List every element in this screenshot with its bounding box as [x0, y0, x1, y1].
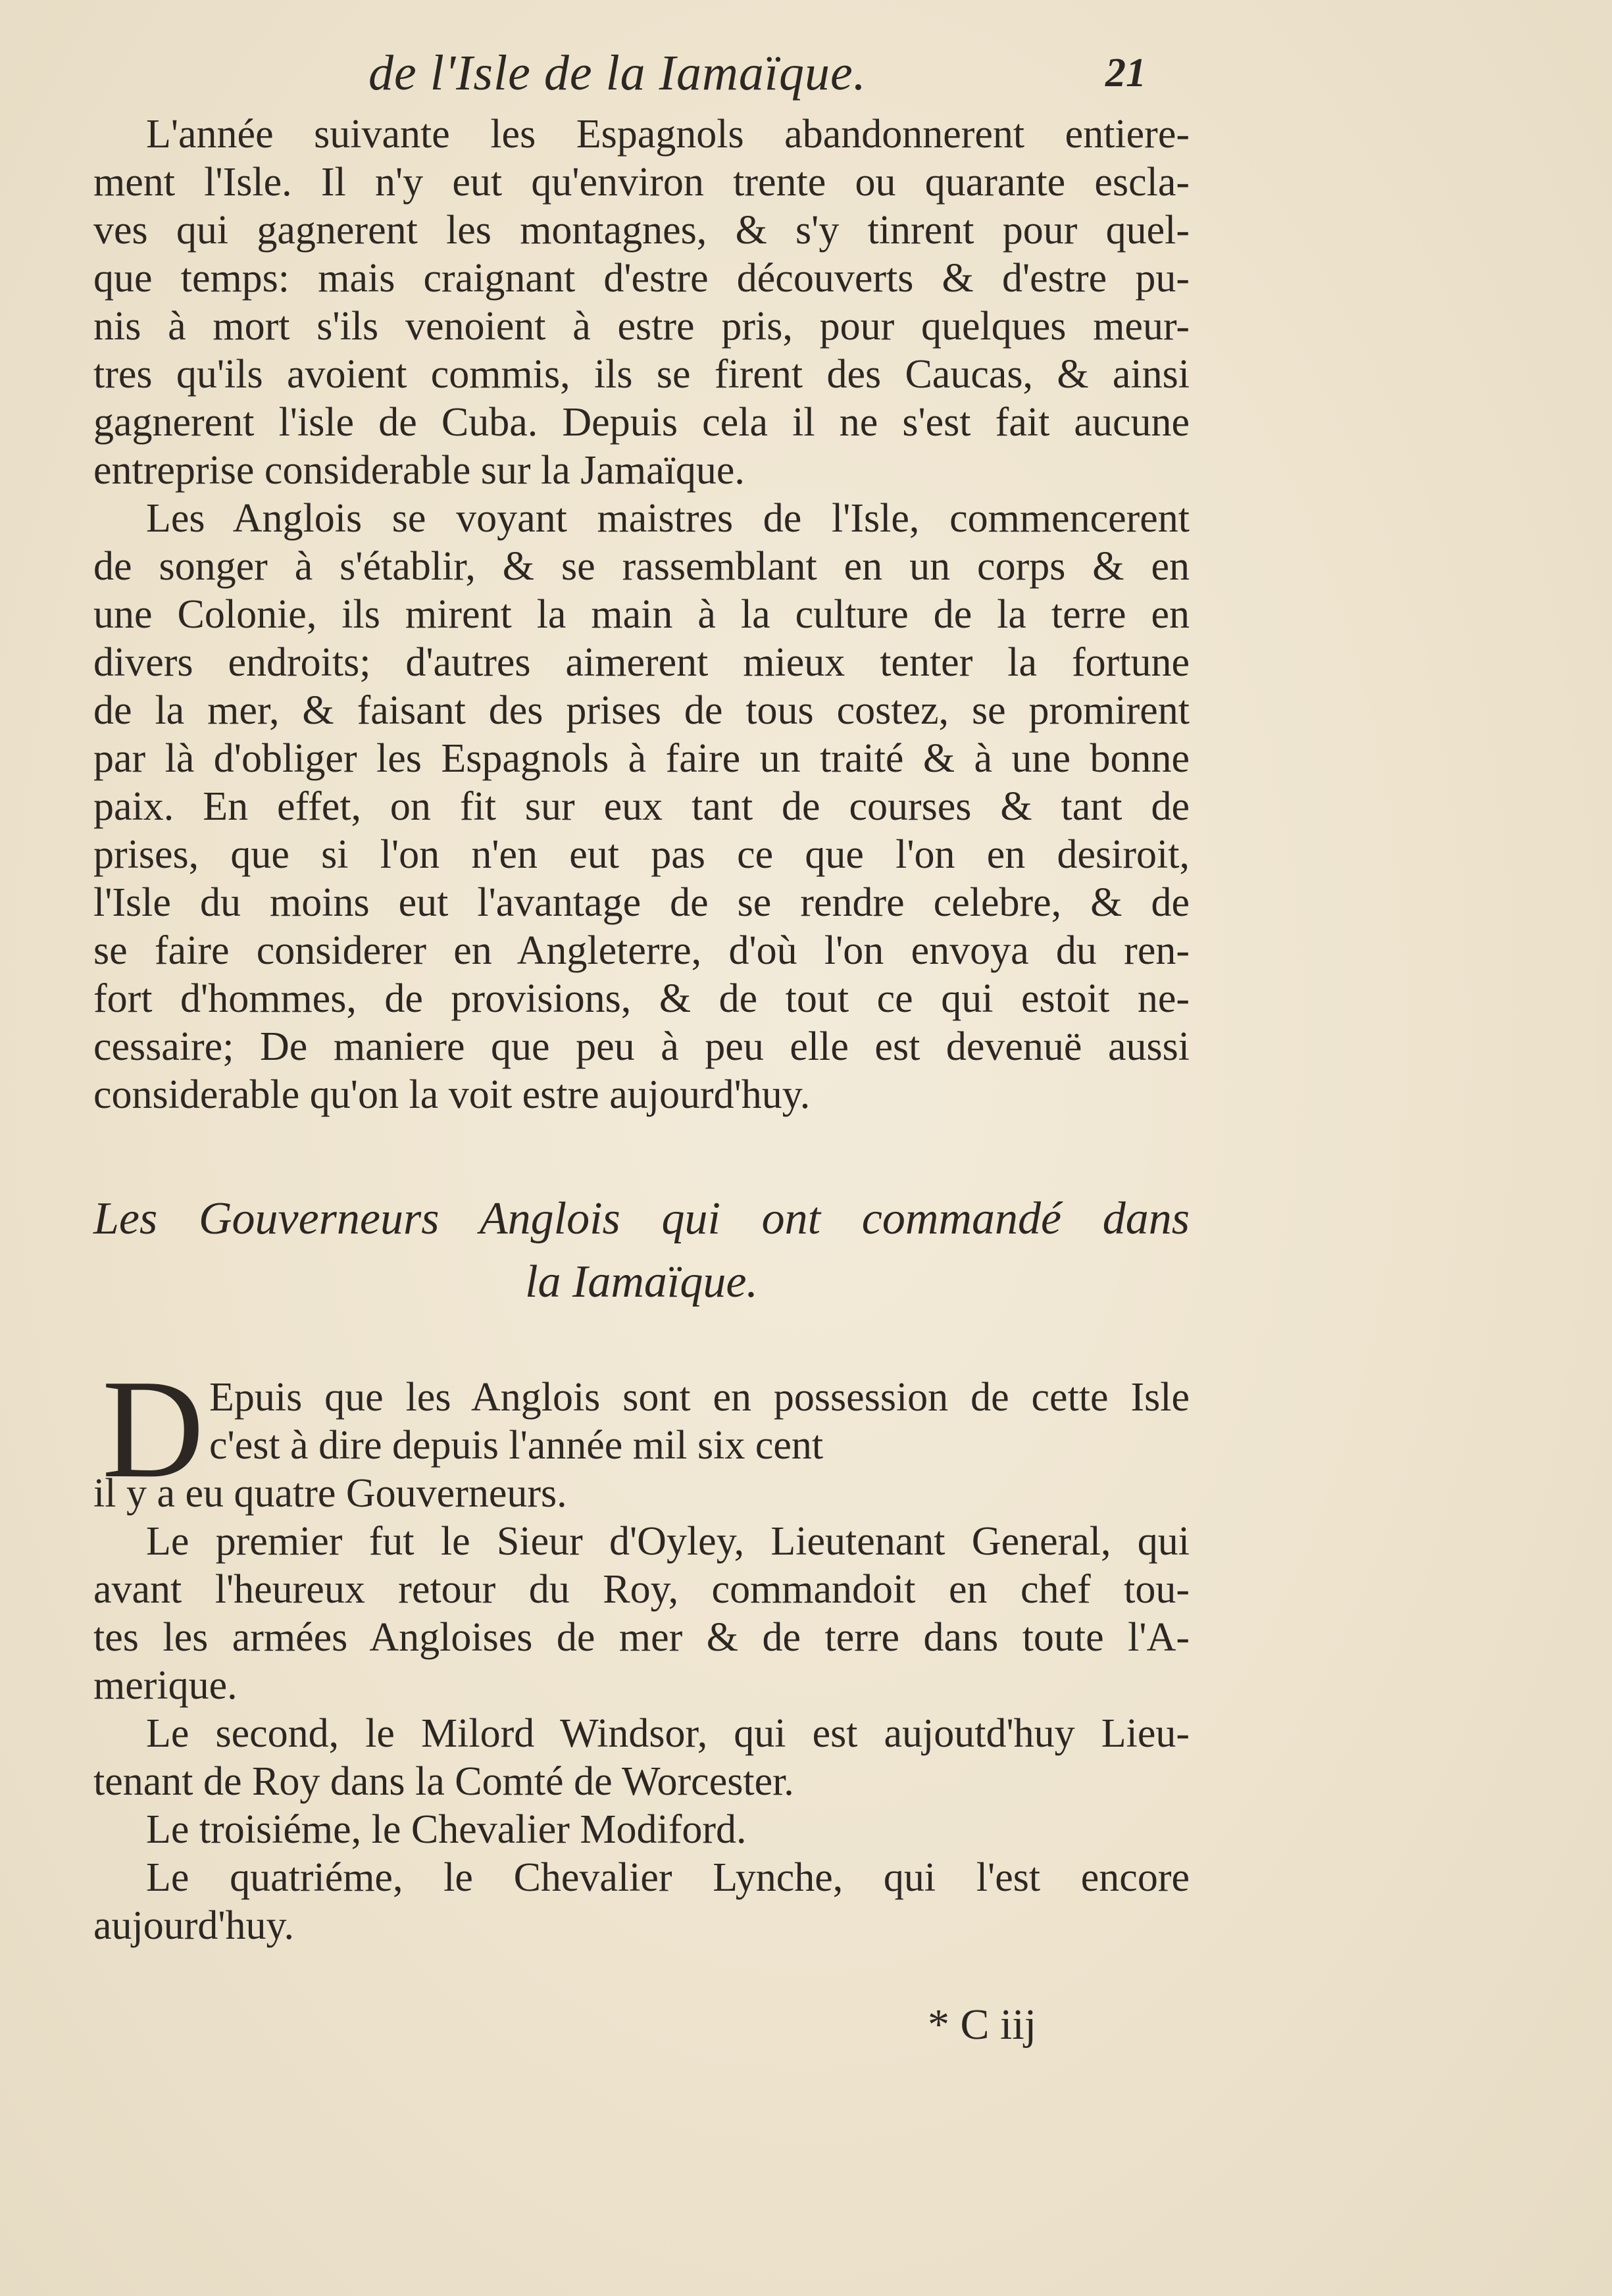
text-line: de songer à s'établir, & se rassemblant en un corps & en: [93, 544, 1190, 589]
text-line: Le quatriéme, le Chevalier Lynche, qui l'est encore: [146, 1855, 1190, 1900]
text-line: que temps: mais craignant d'estre découverts & d'estre pu-: [93, 256, 1190, 301]
text-line: gagnerent l'isle de Cuba. Depuis cela il ne s'est fait aucune: [93, 400, 1190, 445]
section-heading: [93, 1187, 1190, 1314]
paragraph-4: [93, 1518, 1190, 1710]
text-line: prises, que si l'on n'en eut pas ce que l'on en desiroit,: [93, 832, 1190, 877]
text-line: ves qui gagnerent les montagnes, & s'y tinrent pour quel-: [93, 208, 1190, 253]
paragraph-7: [93, 1854, 1190, 1950]
text-line: nis à mort s'ils venoient à estre pris, pour quelques meur-: [93, 304, 1190, 349]
text-line: par là d'obliger les Espagnols à faire un traité & à une bonne: [93, 736, 1190, 781]
text-line: tres qu'ils avoient commis, ils se firent des Caucas, & ainsi: [93, 352, 1190, 397]
text-line: fort d'hommes, de provisions, & de tout ce qui estoit ne-: [93, 976, 1190, 1021]
paragraph-1: [93, 111, 1190, 495]
text-line: tenant de Roy dans la Comté de Worcester.: [93, 1759, 794, 1804]
text-line: merique.: [93, 1663, 238, 1708]
text-line: il y a eu quatre Gouverneurs.: [93, 1471, 567, 1516]
paragraph-3-continuation: [93, 1470, 1190, 1518]
text-line: ment l'Isle. Il n'y eut qu'environ trente ou quarante escla-: [93, 160, 1190, 205]
text-line: l'Isle du moins eut l'avantage de se rendre celebre, & de: [93, 880, 1190, 925]
text-line: Les Anglois se voyant maistres de l'Isle, commencerent: [146, 496, 1190, 541]
text-line: paix. En effet, on fit sur eux tant de courses & tant de: [93, 784, 1190, 829]
text-line: tes les armées Angloises de mer & de terre dans toute l'A-: [93, 1615, 1190, 1660]
signature-mark: * C iij: [928, 2001, 1037, 2049]
text-line: Epuis que les Anglois sont en possession de cette Isle: [209, 1375, 1190, 1420]
running-title: de l'Isle de la Iamaïque.: [368, 45, 867, 101]
drop-cap: D: [102, 1350, 205, 1507]
text-line: de la mer, & faisant des prises de tous costez, se promirent: [93, 688, 1190, 733]
text-line: se faire considerer en Angleterre, d'où l'on envoya du ren-: [93, 928, 1190, 973]
text-line: L'année suivante les Espagnols abandonnerent entiere-: [146, 112, 1190, 157]
heading-line-1: Les Gouverneurs Anglois qui ont commandé dans: [93, 1193, 1190, 1244]
text-line: considerable qu'on la voit estre aujourd'huy.: [93, 1072, 811, 1117]
text-line: aujourd'huy.: [93, 1903, 295, 1948]
paragraph-6: [93, 1806, 1190, 1854]
text-line: entreprise considerable sur la Jamaïque.: [93, 448, 745, 493]
text-line: avant l'heureux retour du Roy, commandoit en chef tou-: [93, 1567, 1190, 1612]
text-line: Le troisiéme, le Chevalier Modiford.: [146, 1807, 747, 1852]
page-number: 21: [1105, 51, 1146, 95]
text-line: c'est à dire depuis l'année mil six cent: [209, 1423, 824, 1468]
paragraph-5: [93, 1710, 1190, 1806]
text-line: cessaire; De maniere que peu à peu elle est devenuë aussi: [93, 1024, 1190, 1069]
heading-line-2: la Iamaïque.: [525, 1257, 758, 1307]
text-line: une Colonie, ils mirent la main à la culture de la terre en: [93, 592, 1190, 637]
text-line: Le premier fut le Sieur d'Oyley, Lieutenant General, qui: [146, 1519, 1190, 1564]
text-line: divers endroits; d'autres aimerent mieux tenter la fortune: [93, 640, 1190, 685]
paragraph-3-beside-cap: [209, 1374, 1190, 1470]
paragraph-2: [93, 495, 1190, 1119]
text-line: Le second, le Milord Windsor, qui est aujoutd'huy Lieu-: [146, 1711, 1190, 1756]
